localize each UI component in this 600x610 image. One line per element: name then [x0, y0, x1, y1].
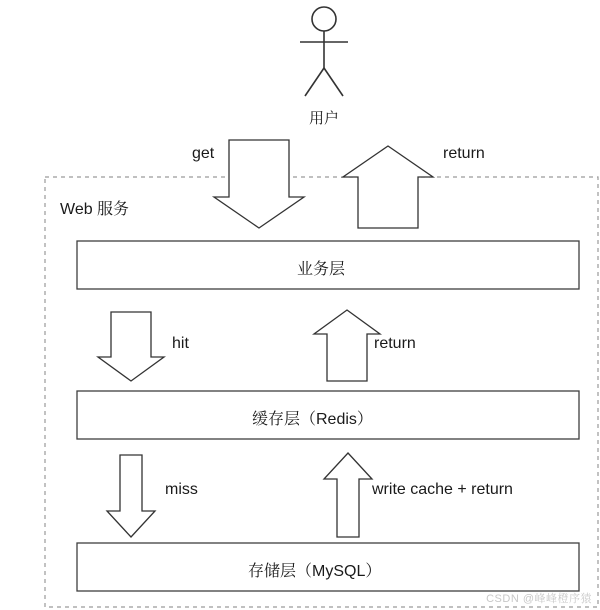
actor-label: 用户 [309, 110, 340, 127]
arrow-label-return-cache: return [374, 335, 416, 352]
box-label-storage: 存储层（MySQL） [248, 563, 382, 580]
stick-figure-person-icon [300, 7, 348, 96]
box-label-business: 业务层 [297, 261, 346, 278]
box-label-cache: 缓存层（Redis） [252, 411, 373, 428]
arrow-business-to-cache [98, 312, 164, 381]
arrow-business-to-user [343, 146, 433, 228]
arrow-label-get: get [192, 145, 215, 162]
arrow-label-hit: hit [172, 335, 189, 352]
web-service-region-label: Web 服务 [60, 201, 130, 218]
arrow-label-miss: miss [165, 481, 198, 498]
arrow-user-to-business [214, 140, 304, 228]
arrow-cache-to-business [314, 310, 380, 381]
arrow-label-write-cache-return: write cache + return [372, 481, 513, 498]
arrow-storage-to-cache [324, 453, 372, 537]
arrow-cache-to-storage [107, 455, 155, 537]
arrow-label-return-top: return [443, 145, 485, 162]
watermark: CSDN @峰峰橙序猿 [486, 593, 592, 605]
